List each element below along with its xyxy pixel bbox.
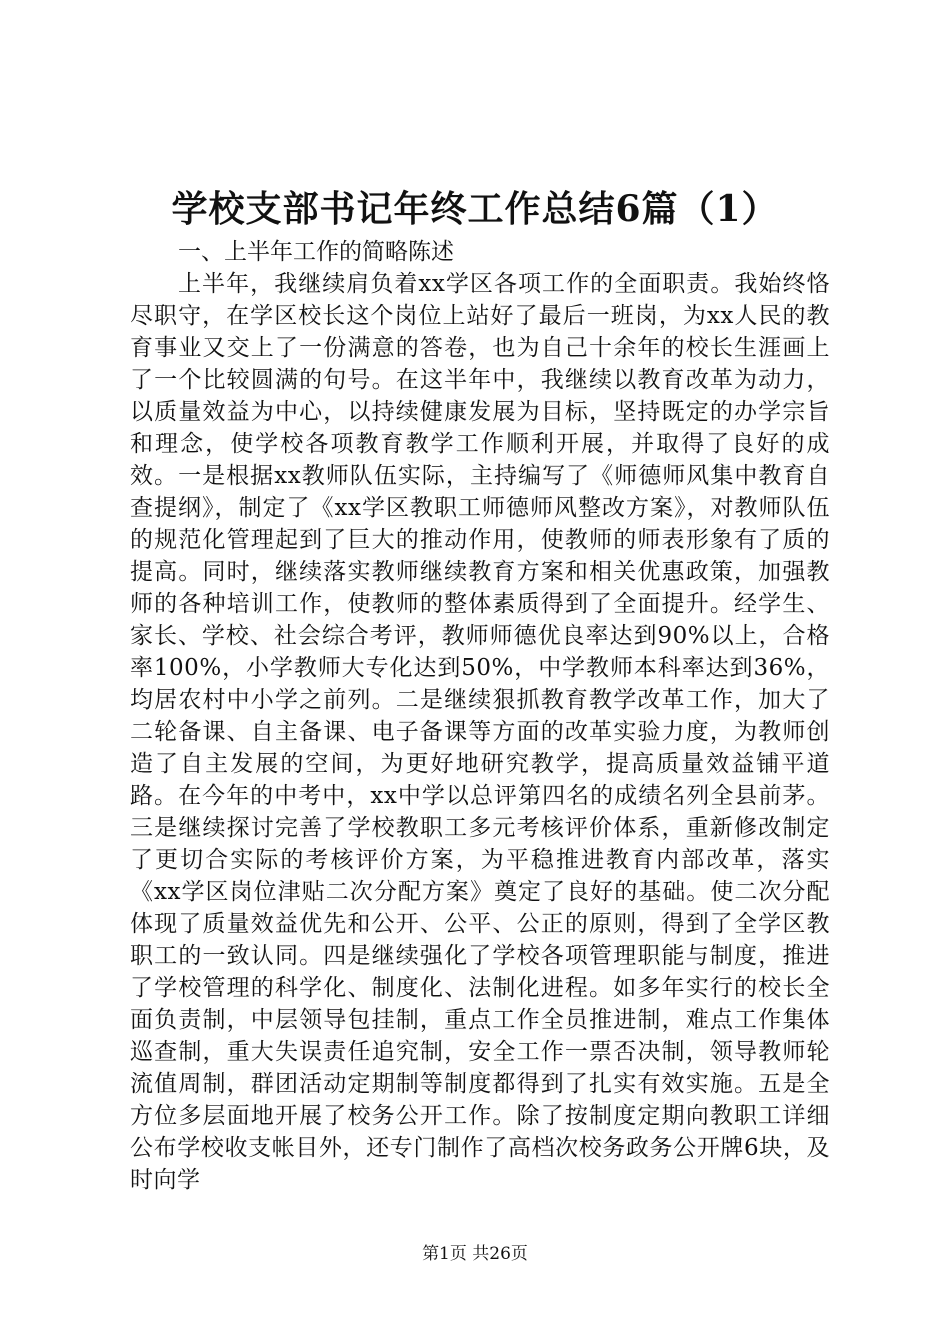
- section-heading: 一、上半年工作的简略陈述: [178, 239, 454, 265]
- document-title: 学校支部书记年终工作总结6篇（1）: [171, 188, 779, 230]
- document-body: [130, 236, 830, 1196]
- body-paragraph: 上半年，我继续肩负着xx学区各项工作的全面职责。我始终恪尽职守，在学区校长这个岗位上站好了最后一班岗，为xx人民的教育事业又交上了一份满意的答卷，也为自己十余年的校长生涯画上了一个比较圆满的句号。在这半年中，我继续以教育改革为动力，以质量效益为中心，以持续健康发展为目标，坚持既定的办学宗旨和理念，使学校各项教育教学工作顺利开展，并取得了良好的成效。一是根据xx教师队伍实际，主持编写了《师德师风集中教育自查提纲》，制定了《xx学区教职工师德师风整改方案》，对教师队伍的规范化管理起到了巨大的推动作用，使教师的师表形象有了质的提高。同时，继续落实教师继续教育方案和相关优惠政策，加强教师的各种培训工作，使教师的整体素质得到了全面提升。经学生、家长、学校、社会综合考评，教师师德优良率达到90%以上，合格率100%，小学教师大专化达到50%，中学教师本科率达到36%，均居农村中小学之前列。二是继续狠抓教育教学改革工作，加大了二轮备课、自主备课、电子备课等方面的改革实验力度，为教师创造了自主发展的空间，为更好地研究教学，提高质量效益铺平道路。在今年的中考中，xx中学以总评第四名的成绩名列全县前茅。三是继续探讨完善了学校教职工多元考核评价体系，重新修改制定了更切合实际的考核评价方案，为平稳推进教育内部改革，落实《xx学区岗位津贴二次分配方案》奠定了良好的基础。使二次分配体现了质量效益优先和公开、公平、公正的原则，得到了全学区教职工的一致认同。四是继续强化了学校各项管理职能与制度，推进了学校管理的科学化、制度化、法制化进程。如多年实行的校长全面负责制，中层领导包挂制，重点工作全员推进制，难点工作集体巡查制，重大失误责任追究制，安全工作一票否决制，领导教师轮流值周制，群团活动定期制等制度都得到了扎实有效实施。五是全方位多层面地开展了校务公开工作。除了按制度定期向教职工详细公布学校收支帐目外，还专门制作了高档次校务政务公开牌6块，及时向学: [130, 271, 830, 1193]
- page-footer: 第1页 共26页: [422, 1244, 528, 1264]
